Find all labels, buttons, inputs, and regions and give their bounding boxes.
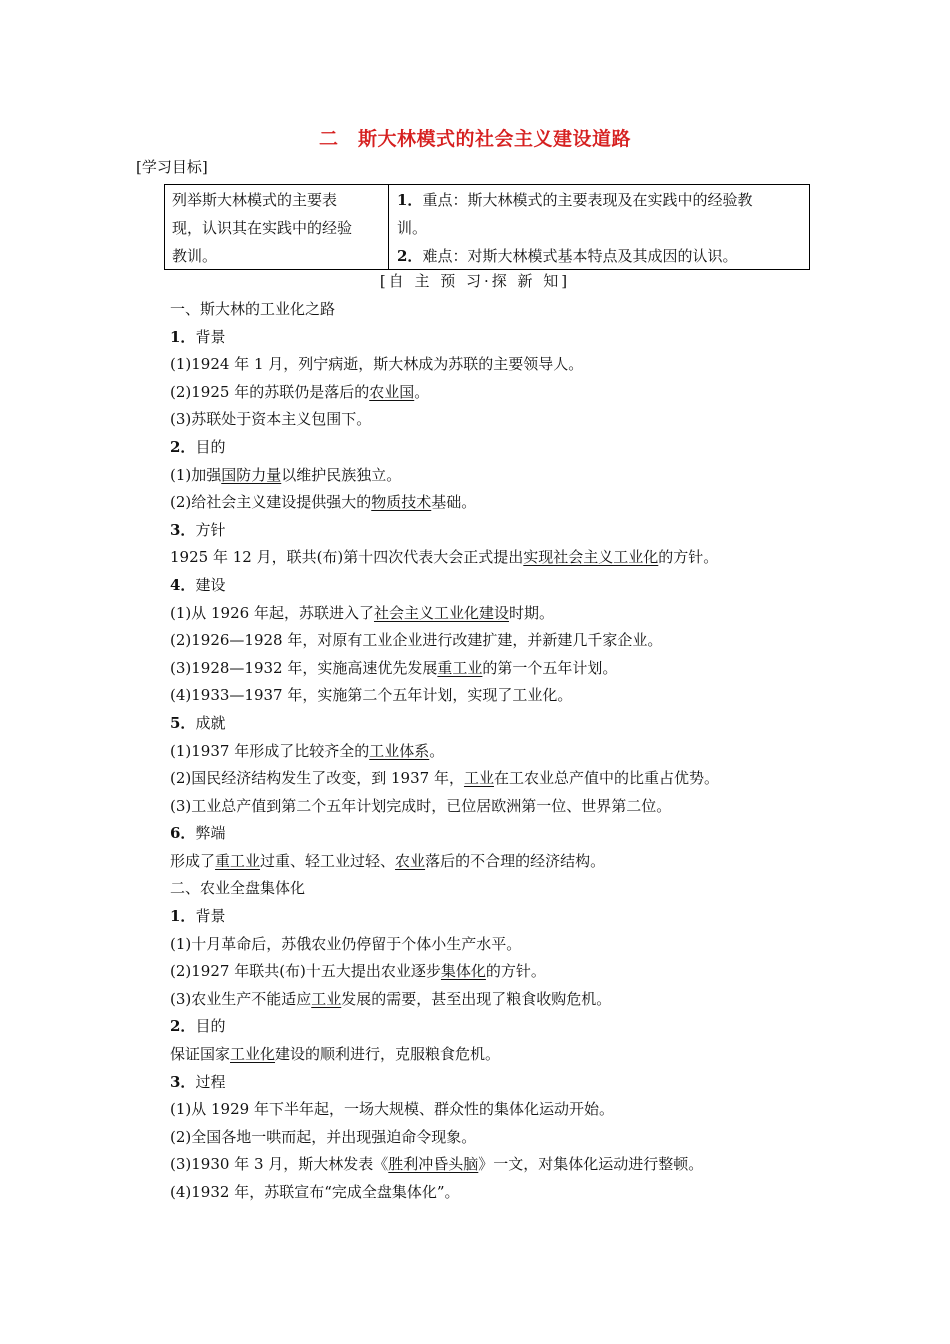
- text-segment: 落后的不合理的经济结构。: [425, 851, 606, 870]
- underlined-answer: 实现社会主义工业化: [523, 548, 659, 567]
- subsection-heading: [170, 324, 810, 352]
- text-line: [170, 738, 810, 766]
- text-segment: 时期。: [508, 603, 554, 622]
- text-segment: 过重、轻工业过轻、: [260, 851, 396, 870]
- goal-number: 1．: [397, 191, 423, 209]
- text-line: [170, 351, 810, 379]
- heading-number: 3．: [170, 1072, 196, 1091]
- text-segment: 的方针。: [658, 548, 719, 567]
- text-segment: 保证国家: [170, 1045, 231, 1064]
- text-line: [170, 765, 810, 793]
- text-line: [170, 489, 810, 517]
- content-body: [170, 296, 810, 1207]
- subsection-heading: [170, 517, 810, 545]
- section-heading: [170, 296, 810, 324]
- heading-number: 6．: [170, 824, 196, 843]
- text-segment: 。: [429, 741, 445, 760]
- text-segment: 的第一个五年计划。: [482, 658, 618, 677]
- text-line: [170, 544, 810, 572]
- goal-text: 训。: [397, 219, 428, 237]
- text-segment: (3)农业生产不能适应: [170, 989, 312, 1008]
- text-segment: (2)全国各地一哄而起，并出现强迫命令现象。: [170, 1127, 477, 1146]
- text-segment: (2)给社会主义建设提供强大的: [170, 493, 372, 512]
- text-segment: (3)苏联处于资本主义包围下。: [170, 410, 372, 429]
- subsection-heading: [170, 820, 810, 848]
- text-segment: 形成了: [170, 851, 216, 870]
- underlined-answer: 工业体系: [369, 741, 430, 760]
- text-segment: 建设的顺利进行，克服粮食危机。: [275, 1045, 501, 1064]
- heading-number: 2．: [170, 1017, 196, 1036]
- text-segment: 背景: [195, 907, 226, 926]
- text-line: [170, 958, 810, 986]
- heading-number: 4．: [170, 575, 196, 594]
- underlined-answer: 物质技术: [371, 493, 432, 512]
- goals-right-cell: [389, 185, 809, 269]
- text-line: [170, 462, 810, 490]
- text-segment: 的方针。: [485, 962, 546, 981]
- text-segment: (4)1933—1937 年，实施第二个五年计划，实现了工业化。: [170, 686, 573, 705]
- text-segment: 1925 年 12 月，联共(布)第十四次代表大会正式提出: [170, 548, 524, 567]
- goals-left-line: 现，认识其在实践中的经验: [172, 219, 353, 237]
- preview-section-label: [自 主 预 习·探 新 知]: [379, 272, 571, 290]
- text-segment: 目的: [195, 437, 226, 456]
- text-segment: 二、农业全盘集体化: [170, 879, 306, 898]
- text-line: [170, 682, 810, 710]
- subsection-heading: [170, 572, 810, 600]
- text-segment: (3)1930 年 3 月，斯大林发表《: [170, 1155, 389, 1174]
- goal-text: 难点：对斯大林模式基本特点及其成因的认识。: [422, 247, 738, 265]
- text-line: [170, 1096, 810, 1124]
- text-line: [170, 1151, 810, 1179]
- subsection-heading: [170, 434, 810, 462]
- text-segment: 在工农业总产值中的比重占优势。: [493, 769, 719, 788]
- learning-goals-label: [学习目标]: [136, 158, 208, 176]
- page-title: 二 斯大林模式的社会主义建设道路: [318, 128, 631, 150]
- text-segment: (1)加强: [170, 465, 222, 484]
- heading-number: 2．: [170, 437, 196, 456]
- underlined-answer: 社会主义工业化建设: [373, 603, 509, 622]
- text-line: [170, 793, 810, 821]
- heading-number: 1．: [170, 327, 196, 346]
- subsection-heading: [170, 1013, 810, 1041]
- underlined-answer: 重工业: [437, 658, 483, 677]
- text-segment: 。: [414, 382, 430, 401]
- text-segment: 建设: [195, 575, 226, 594]
- heading-number: 3．: [170, 520, 196, 539]
- underlined-answer: 工业: [311, 989, 342, 1008]
- text-segment: 过程: [195, 1072, 226, 1091]
- section-heading: [170, 875, 810, 903]
- text-segment: 背景: [195, 327, 226, 346]
- goal-number: 2．: [397, 247, 423, 265]
- heading-number: 1．: [170, 907, 196, 926]
- text-segment: (1)1937 年形成了比较齐全的: [170, 741, 370, 760]
- text-segment: 成就: [195, 713, 226, 732]
- underlined-answer: 重工业: [215, 851, 261, 870]
- text-segment: (1)十月革命后，苏俄农业仍停留于个体小生产水平。: [170, 934, 522, 953]
- underlined-answer: 工业: [463, 769, 494, 788]
- text-segment: (3)1928—1932 年，实施高速优先发展: [170, 658, 438, 677]
- text-segment: (2)1925 年的苏联仍是落后的: [170, 382, 370, 401]
- text-segment: 发展的需要，甚至出现了粮食收购危机。: [341, 989, 612, 1008]
- text-segment: (4)1932 年，苏联宣布“完成全盘集体化”。: [170, 1183, 460, 1201]
- goals-left-line: 教训。: [172, 247, 218, 265]
- subsection-heading: [170, 710, 810, 738]
- goals-right-line: [397, 186, 803, 214]
- underlined-answer: 国防力量: [221, 465, 282, 484]
- text-segment: 目的: [195, 1017, 226, 1036]
- text-segment: (1)从 1929 年下半年起，一场大规模、群众性的集体化运动开始。: [170, 1100, 614, 1119]
- text-line: [170, 1124, 810, 1152]
- text-line: [170, 986, 810, 1014]
- underlined-answer: 工业化: [230, 1045, 276, 1064]
- text-line: [170, 627, 810, 655]
- text-segment: (1)从 1926 年起，苏联进入了: [170, 603, 374, 622]
- goal-text: 重点：斯大林模式的主要表现及在实践中的经验教: [422, 191, 753, 209]
- text-segment: (3)工业总产值到第二个五年计划完成时，已位居欧洲第一位、世界第二位。: [170, 796, 672, 815]
- learning-goals-table: [164, 184, 810, 270]
- text-line: [170, 379, 810, 407]
- text-segment: (1)1924 年 1 月，列宁病逝，斯大林成为苏联的主要领导人。: [170, 355, 584, 374]
- underlined-answer: 集体化: [440, 962, 486, 981]
- text-segment: 以维护民族独立。: [281, 465, 402, 484]
- underlined-answer: 农业: [395, 851, 426, 870]
- text-segment: 》一文，对集体化运动进行整顿。: [478, 1155, 704, 1174]
- text-segment: (2)1926—1928 年，对原有工业企业进行改建扩建，并新建几千家企业。: [170, 631, 663, 650]
- goals-right-line: [397, 214, 803, 242]
- text-segment: (2)国民经济结构发生了改变，到 1937 年，: [170, 769, 464, 788]
- goals-left-line: 列举斯大林模式的主要表: [172, 191, 338, 209]
- subsection-heading: [170, 1069, 810, 1097]
- heading-number: 5．: [170, 713, 196, 732]
- text-line: [170, 931, 810, 959]
- subsection-heading: [170, 903, 810, 931]
- text-line: [170, 848, 810, 876]
- text-segment: (2)1927 年联共(布)十五大提出农业逐步: [170, 962, 441, 981]
- text-line: [170, 1179, 810, 1207]
- text-segment: 一、斯大林的工业化之路: [170, 300, 336, 318]
- text-segment: 弊端: [195, 824, 226, 843]
- goals-left-cell: [165, 185, 389, 269]
- underlined-answer: 农业国: [369, 382, 415, 401]
- goals-right-line: [397, 242, 803, 270]
- text-line: [170, 655, 810, 683]
- text-segment: 基础。: [431, 493, 477, 512]
- text-segment: 方针: [195, 520, 226, 539]
- text-line: [170, 600, 810, 628]
- text-line: [170, 406, 810, 434]
- underlined-answer: 胜利冲昏头脑: [388, 1155, 479, 1174]
- text-line: [170, 1041, 810, 1069]
